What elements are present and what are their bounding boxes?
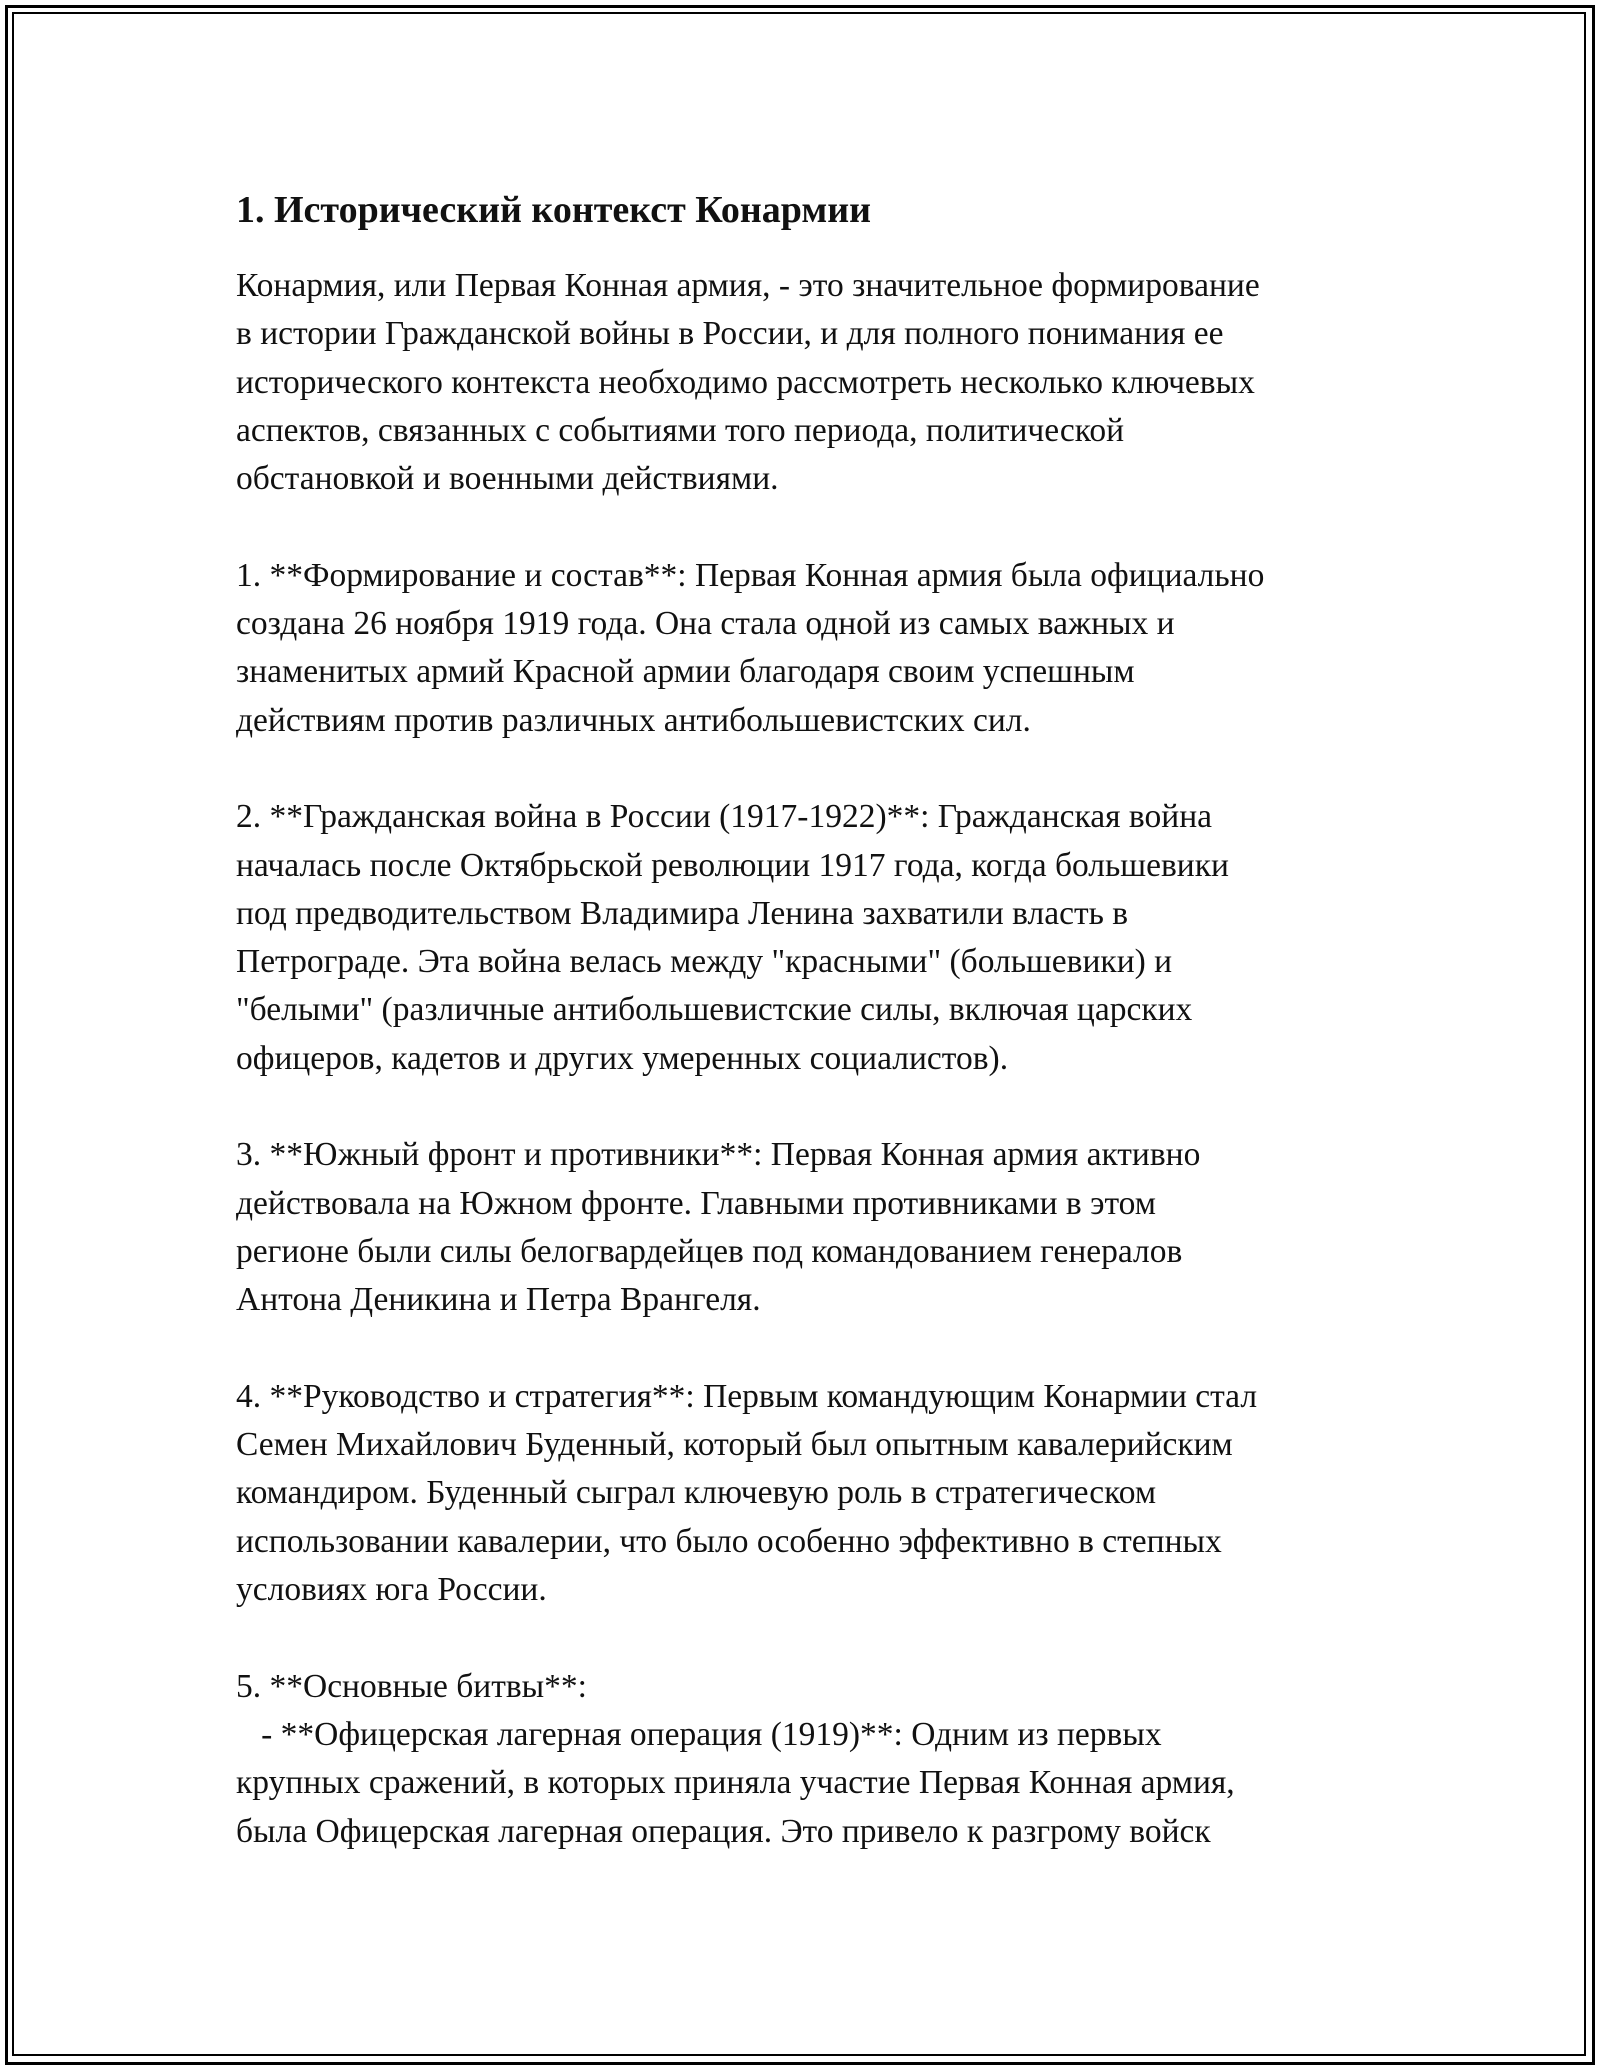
text-line: "белыми" (различные антибольшевистские силы, включая царских xyxy=(236,991,1193,1029)
text-line: 3. **Южный фронт и противники**: Первая Конная армия активно xyxy=(236,1136,1201,1174)
text-line: Конармия, или Первая Конная армия, - это значительное формирование xyxy=(236,267,1260,304)
text-line: командиром. Буденный сыграл ключевую роль в стратегическом xyxy=(236,1474,1157,1512)
text-line: в истории Гражданской войны в России, и для полного понимания ее xyxy=(236,315,1224,353)
text-line: Антона Деникина и Петра Врангеля. xyxy=(236,1281,761,1319)
text-line: крупных сражений, в которых приняла участие Первая Конная армия, xyxy=(236,1764,1235,1802)
text-line: действиям против различных антибольшевистских сил. xyxy=(236,701,1031,739)
text-line: под предводительством Владимира Ленина захватили власть в xyxy=(236,894,1129,932)
text-line: знаменитых армий Красной армии благодаря своим успешным xyxy=(236,653,1135,691)
text-line: Петрограде. Эта война велась между "красными" (большевики) и xyxy=(236,943,1173,981)
text-line: регионе были силы белогвардейцев под командованием генералов xyxy=(236,1232,1183,1270)
text-line: 5. **Основные битвы**: xyxy=(236,1667,587,1705)
text-line: была Офицерская лагерная операция. Это привело к разгрому войск xyxy=(236,1812,1211,1850)
text-line: Семен Михайлович Буденный, который был опытным кавалерийским xyxy=(236,1426,1233,1464)
list-item-leadership xyxy=(236,1373,1376,1614)
text-line: офицеров, кадетов и других умеренных социалистов). xyxy=(236,1039,1009,1077)
text-line: - **Офицерская лагерная операция (1919)**: Одним из первых xyxy=(236,1715,1162,1753)
text-line: обстановкой и военными действиями. xyxy=(236,460,779,498)
text-line: 4. **Руководство и стратегия**: Первым командующим Конармии стал xyxy=(236,1377,1258,1415)
document-body xyxy=(236,186,1376,1904)
list-item-civil-war xyxy=(236,793,1376,1083)
text-line: действовала на Южном фронте. Главными противниками в этом xyxy=(236,1184,1156,1222)
intro-paragraph xyxy=(236,262,1376,503)
list-item-battles xyxy=(236,1663,1376,1856)
list-item-formation xyxy=(236,552,1376,745)
text-line: 2. **Гражданская война в России (1917-1922)**: Гражданская война xyxy=(236,798,1212,836)
text-line: создана 26 ноября 1919 года. Она стала одной из самых важных и xyxy=(236,605,1175,643)
text-line: исторического контекста необходимо рассмотреть несколько ключевых xyxy=(236,363,1255,401)
text-line: 1. **Формирование и состав**: Первая Конная армия была официально xyxy=(236,556,1265,594)
list-item-southern-front xyxy=(236,1131,1376,1324)
text-line: началась после Октябрьской революции 1917 года, когда большевики xyxy=(236,846,1229,884)
text-line: использовании кавалерии, что было особенно эффективно в степных xyxy=(236,1522,1222,1560)
section-heading: 1. Исторический контекст Конармии xyxy=(236,189,872,231)
text-line: аспектов, связанных с событиями того периода, политической xyxy=(236,411,1125,449)
text-line: условиях юга России. xyxy=(236,1571,547,1609)
